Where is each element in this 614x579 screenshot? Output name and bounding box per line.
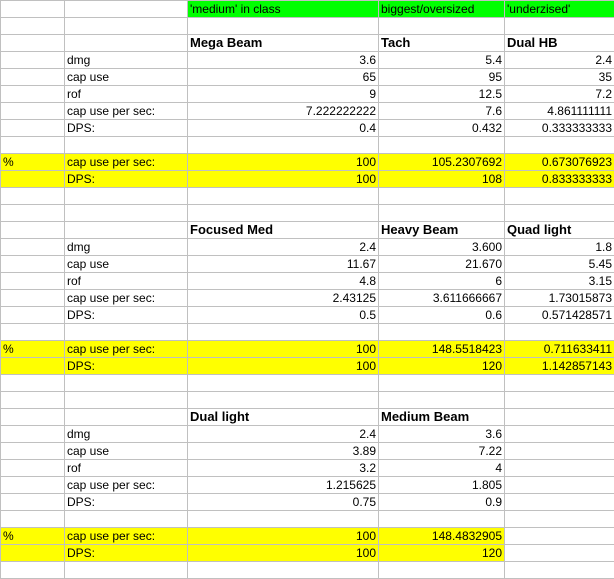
value-cell[interactable]: 11.67 bbox=[188, 256, 379, 273]
empty-cell[interactable] bbox=[505, 205, 614, 222]
row-label[interactable]: DPS: bbox=[65, 307, 188, 324]
percent-value-cell[interactable]: 105.2307692 bbox=[379, 154, 505, 171]
empty-cell[interactable] bbox=[188, 137, 379, 154]
empty-cell[interactable] bbox=[1, 290, 65, 307]
row-label[interactable]: cap use per sec: bbox=[65, 477, 188, 494]
value-cell[interactable]: 3.89 bbox=[188, 443, 379, 460]
row-label[interactable]: dmg bbox=[65, 52, 188, 69]
empty-cell[interactable] bbox=[1, 52, 65, 69]
value-cell[interactable]: 21.670 bbox=[379, 256, 505, 273]
value-cell[interactable]: 9 bbox=[188, 86, 379, 103]
empty-cell[interactable] bbox=[379, 511, 505, 528]
value-cell[interactable]: 3.600 bbox=[379, 239, 505, 256]
empty-cell[interactable] bbox=[65, 375, 188, 392]
value-cell[interactable]: 7.6 bbox=[379, 103, 505, 120]
empty-cell[interactable] bbox=[505, 324, 614, 341]
empty-cell[interactable] bbox=[379, 562, 505, 579]
percent-value-cell[interactable]: 148.4832905 bbox=[379, 528, 505, 545]
value-cell[interactable]: 1.8 bbox=[505, 239, 614, 256]
row-label[interactable]: rof bbox=[65, 273, 188, 290]
empty-cell[interactable] bbox=[188, 188, 379, 205]
row-label[interactable]: DPS: bbox=[65, 171, 188, 188]
value-cell[interactable]: 1.805 bbox=[379, 477, 505, 494]
row-label[interactable]: dmg bbox=[65, 239, 188, 256]
weapon-header[interactable]: Medium Beam bbox=[379, 409, 505, 426]
empty-cell[interactable] bbox=[65, 392, 188, 409]
value-cell[interactable]: 2.4 bbox=[188, 426, 379, 443]
value-cell[interactable]: 2.4 bbox=[505, 52, 614, 69]
empty-cell[interactable] bbox=[65, 137, 188, 154]
value-cell[interactable]: 65 bbox=[188, 69, 379, 86]
row-label[interactable]: DPS: bbox=[65, 120, 188, 137]
value-cell[interactable]: 5.4 bbox=[379, 52, 505, 69]
empty-cell[interactable] bbox=[188, 511, 379, 528]
value-cell[interactable]: 0.5 bbox=[188, 307, 379, 324]
percent-value-cell[interactable]: 120 bbox=[379, 358, 505, 375]
value-cell[interactable]: 0.333333333 bbox=[505, 120, 614, 137]
value-cell[interactable]: 6 bbox=[379, 273, 505, 290]
percent-value-cell[interactable]: 0.711633411 bbox=[505, 341, 614, 358]
weapon-header[interactable]: Heavy Beam bbox=[379, 222, 505, 239]
value-cell[interactable] bbox=[505, 477, 614, 494]
row-label[interactable]: cap use bbox=[65, 256, 188, 273]
value-cell[interactable]: 4 bbox=[379, 460, 505, 477]
row-label[interactable]: cap use bbox=[65, 443, 188, 460]
percent-value-cell[interactable] bbox=[505, 528, 614, 545]
value-cell[interactable]: 0.6 bbox=[379, 307, 505, 324]
empty-cell[interactable] bbox=[65, 35, 188, 52]
value-cell[interactable]: 4.8 bbox=[188, 273, 379, 290]
value-cell[interactable]: 12.5 bbox=[379, 86, 505, 103]
percent-value-cell[interactable]: 0.833333333 bbox=[505, 171, 614, 188]
empty-cell[interactable] bbox=[505, 375, 614, 392]
empty-cell[interactable] bbox=[65, 511, 188, 528]
value-cell[interactable]: 2.4 bbox=[188, 239, 379, 256]
empty-cell[interactable] bbox=[65, 205, 188, 222]
empty-cell[interactable] bbox=[1, 307, 65, 324]
weapon-header[interactable]: Tach bbox=[379, 35, 505, 52]
empty-cell[interactable] bbox=[1, 239, 65, 256]
value-cell[interactable]: 3.611666667 bbox=[379, 290, 505, 307]
empty-cell[interactable] bbox=[1, 375, 65, 392]
empty-cell[interactable] bbox=[379, 205, 505, 222]
empty-cell[interactable] bbox=[188, 392, 379, 409]
empty-cell[interactable] bbox=[505, 511, 614, 528]
empty-cell[interactable] bbox=[1, 477, 65, 494]
row-label[interactable]: rof bbox=[65, 86, 188, 103]
value-cell[interactable] bbox=[505, 426, 614, 443]
value-cell[interactable]: 5.45 bbox=[505, 256, 614, 273]
row-label[interactable]: cap use per sec: bbox=[65, 290, 188, 307]
value-cell[interactable] bbox=[505, 443, 614, 460]
empty-cell[interactable] bbox=[1, 18, 65, 35]
empty-cell[interactable] bbox=[505, 188, 614, 205]
empty-cell[interactable] bbox=[505, 18, 614, 35]
empty-cell[interactable] bbox=[379, 324, 505, 341]
percent-value-cell[interactable]: 1.142857143 bbox=[505, 358, 614, 375]
row-label[interactable]: DPS: bbox=[65, 358, 188, 375]
percent-marker[interactable]: % bbox=[1, 154, 65, 171]
empty-cell[interactable] bbox=[65, 562, 188, 579]
percent-value-cell[interactable]: 108 bbox=[379, 171, 505, 188]
empty-cell[interactable] bbox=[1, 511, 65, 528]
percent-marker[interactable] bbox=[1, 545, 65, 562]
value-cell[interactable]: 3.6 bbox=[379, 426, 505, 443]
legend-underzised[interactable]: 'underzised' bbox=[505, 1, 614, 18]
empty-cell[interactable] bbox=[1, 205, 65, 222]
empty-cell[interactable] bbox=[65, 188, 188, 205]
row-label[interactable]: DPS: bbox=[65, 545, 188, 562]
empty-cell[interactable] bbox=[1, 137, 65, 154]
empty-cell[interactable] bbox=[1, 460, 65, 477]
value-cell[interactable]: 1.215625 bbox=[188, 477, 379, 494]
value-cell[interactable] bbox=[505, 494, 614, 511]
value-cell[interactable]: 3.2 bbox=[188, 460, 379, 477]
empty-cell[interactable] bbox=[65, 1, 188, 18]
empty-cell[interactable] bbox=[188, 205, 379, 222]
percent-value-cell[interactable]: 100 bbox=[188, 154, 379, 171]
value-cell[interactable]: 0.75 bbox=[188, 494, 379, 511]
value-cell[interactable]: 2.43125 bbox=[188, 290, 379, 307]
row-label[interactable]: cap use per sec: bbox=[65, 103, 188, 120]
row-label[interactable]: dmg bbox=[65, 426, 188, 443]
value-cell[interactable]: 0.9 bbox=[379, 494, 505, 511]
empty-cell[interactable] bbox=[379, 392, 505, 409]
percent-value-cell[interactable]: 100 bbox=[188, 545, 379, 562]
empty-cell[interactable] bbox=[1, 494, 65, 511]
empty-cell[interactable] bbox=[1, 120, 65, 137]
percent-value-cell[interactable]: 100 bbox=[188, 341, 379, 358]
row-label[interactable]: DPS: bbox=[65, 494, 188, 511]
empty-cell[interactable] bbox=[1, 1, 65, 18]
empty-cell[interactable] bbox=[1, 409, 65, 426]
value-cell[interactable]: 7.2 bbox=[505, 86, 614, 103]
row-label[interactable]: cap use per sec: bbox=[65, 154, 188, 171]
percent-value-cell[interactable] bbox=[505, 545, 614, 562]
empty-cell[interactable] bbox=[65, 18, 188, 35]
value-cell[interactable]: 0.4 bbox=[188, 120, 379, 137]
empty-cell[interactable] bbox=[65, 409, 188, 426]
percent-marker[interactable]: % bbox=[1, 341, 65, 358]
value-cell[interactable]: 7.22 bbox=[379, 443, 505, 460]
weapon-header[interactable]: Dual HB bbox=[505, 35, 614, 52]
percent-value-cell[interactable]: 100 bbox=[188, 171, 379, 188]
empty-cell[interactable] bbox=[1, 392, 65, 409]
percent-value-cell[interactable]: 0.673076923 bbox=[505, 154, 614, 171]
value-cell[interactable]: 0.571428571 bbox=[505, 307, 614, 324]
value-cell[interactable]: 35 bbox=[505, 69, 614, 86]
empty-cell[interactable] bbox=[1, 103, 65, 120]
empty-cell[interactable] bbox=[188, 324, 379, 341]
empty-cell[interactable] bbox=[1, 86, 65, 103]
legend-biggest[interactable]: biggest/oversized bbox=[379, 1, 505, 18]
empty-cell[interactable] bbox=[379, 137, 505, 154]
empty-cell[interactable] bbox=[188, 375, 379, 392]
empty-cell[interactable] bbox=[1, 562, 65, 579]
empty-cell[interactable] bbox=[1, 443, 65, 460]
value-cell[interactable]: 3.6 bbox=[188, 52, 379, 69]
empty-cell[interactable] bbox=[1, 426, 65, 443]
value-cell[interactable]: 4.861111111 bbox=[505, 103, 614, 120]
row-label[interactable]: cap use per sec: bbox=[65, 341, 188, 358]
percent-marker[interactable] bbox=[1, 171, 65, 188]
row-label[interactable]: cap use per sec: bbox=[65, 528, 188, 545]
value-cell[interactable]: 1.73015873 bbox=[505, 290, 614, 307]
empty-cell[interactable] bbox=[1, 188, 65, 205]
weapon-header[interactable] bbox=[505, 409, 614, 426]
weapon-header[interactable]: Dual light bbox=[188, 409, 379, 426]
percent-value-cell[interactable]: 148.5518423 bbox=[379, 341, 505, 358]
empty-cell[interactable] bbox=[188, 562, 379, 579]
empty-cell[interactable] bbox=[65, 324, 188, 341]
empty-cell[interactable] bbox=[1, 35, 65, 52]
percent-value-cell[interactable]: 120 bbox=[379, 545, 505, 562]
value-cell[interactable]: 95 bbox=[379, 69, 505, 86]
empty-cell[interactable] bbox=[505, 392, 614, 409]
row-label[interactable]: rof bbox=[65, 460, 188, 477]
value-cell[interactable]: 0.432 bbox=[379, 120, 505, 137]
value-cell[interactable]: 3.15 bbox=[505, 273, 614, 290]
percent-marker[interactable]: % bbox=[1, 528, 65, 545]
empty-cell[interactable] bbox=[1, 324, 65, 341]
legend-medium[interactable]: 'medium' in class bbox=[188, 1, 379, 18]
weapon-header[interactable]: Mega Beam bbox=[188, 35, 379, 52]
percent-value-cell[interactable]: 100 bbox=[188, 358, 379, 375]
empty-cell[interactable] bbox=[505, 137, 614, 154]
percent-value-cell[interactable]: 100 bbox=[188, 528, 379, 545]
empty-cell[interactable] bbox=[379, 18, 505, 35]
empty-cell[interactable] bbox=[379, 375, 505, 392]
empty-cell[interactable] bbox=[505, 562, 614, 579]
empty-cell[interactable] bbox=[1, 222, 65, 239]
percent-marker[interactable] bbox=[1, 358, 65, 375]
empty-cell[interactable] bbox=[1, 273, 65, 290]
empty-cell[interactable] bbox=[1, 69, 65, 86]
empty-cell[interactable] bbox=[1, 256, 65, 273]
value-cell[interactable] bbox=[505, 460, 614, 477]
value-cell[interactable]: 7.222222222 bbox=[188, 103, 379, 120]
row-label[interactable]: cap use bbox=[65, 69, 188, 86]
empty-cell[interactable] bbox=[65, 222, 188, 239]
weapon-header[interactable]: Focused Med bbox=[188, 222, 379, 239]
empty-cell[interactable] bbox=[188, 18, 379, 35]
weapon-header[interactable]: Quad light bbox=[505, 222, 614, 239]
empty-cell[interactable] bbox=[379, 188, 505, 205]
